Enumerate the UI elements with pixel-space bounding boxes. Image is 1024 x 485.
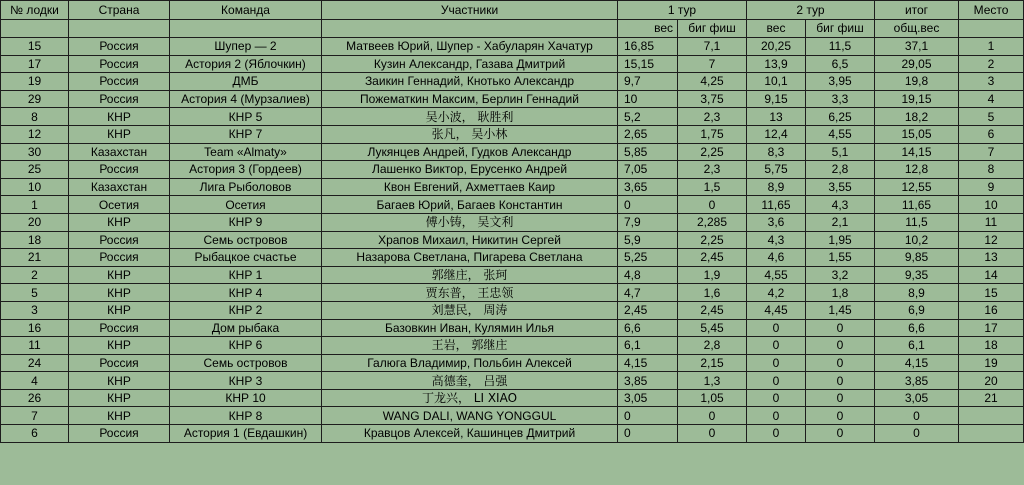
cell-w1: 0 (618, 196, 678, 214)
cell-place: 8 (959, 161, 1024, 179)
cell-w1: 5,85 (618, 143, 678, 161)
cell-b2: 2,1 (806, 213, 875, 231)
cell-w1: 7,05 (618, 161, 678, 179)
cell-participants: Квон Евгений, Ахметтаев Каир (322, 178, 618, 196)
cell-place: 11 (959, 213, 1024, 231)
cell-participants: 郭继庄， 张珂 (322, 266, 618, 284)
subheader-bigfish-1: биг фиш (678, 19, 747, 38)
cell-b2: 4,55 (806, 125, 875, 143)
cell-b2: 0 (806, 319, 875, 337)
cell-place: 1 (959, 38, 1024, 56)
cell-total: 29,05 (875, 55, 959, 73)
cell-b1: 2,25 (678, 231, 747, 249)
header-place: Место (959, 1, 1024, 20)
cell-team: ДМБ (170, 73, 322, 91)
cell-w1: 5,25 (618, 249, 678, 267)
table-row (1, 266, 1024, 284)
cell-place: 13 (959, 249, 1024, 267)
cell-b2: 5,1 (806, 143, 875, 161)
header-tour1: 1 тур (618, 1, 747, 20)
cell-country: Россия (69, 249, 170, 267)
cell-place: 12 (959, 231, 1024, 249)
cell-participants: 吴小波， 耿胜利 (322, 108, 618, 126)
cell-b1: 2,3 (678, 108, 747, 126)
cell-country: КНР (69, 301, 170, 319)
cell-w1: 4,8 (618, 266, 678, 284)
table-row (1, 108, 1024, 126)
cell-team: КНР 4 (170, 284, 322, 302)
cell-participants: Матвеев Юрий, Шупер - Хабуларян Хачатур (322, 38, 618, 56)
cell-total: 6,6 (875, 319, 959, 337)
header-row (1, 1, 1024, 20)
table-row (1, 231, 1024, 249)
table-row (1, 196, 1024, 214)
cell-b1: 4,25 (678, 73, 747, 91)
cell-total: 3,05 (875, 389, 959, 407)
cell-country: Россия (69, 90, 170, 108)
cell-participants: 贾东普， 王忠领 (322, 284, 618, 302)
cell-boat: 6 (1, 425, 69, 443)
cell-country: Россия (69, 55, 170, 73)
cell-boat: 11 (1, 337, 69, 355)
cell-place: 18 (959, 337, 1024, 355)
cell-participants: Заикин Геннадий, Кнотько Александр (322, 73, 618, 91)
cell-team: КНР 6 (170, 337, 322, 355)
cell-total: 0 (875, 407, 959, 425)
cell-country: Казахстан (69, 178, 170, 196)
cell-w2: 4,45 (747, 301, 806, 319)
header-country: Страна (69, 1, 170, 20)
cell-participants: 丁龙兴， LI XIAO (322, 389, 618, 407)
cell-w1: 5,9 (618, 231, 678, 249)
cell-w1: 0 (618, 407, 678, 425)
cell-boat: 5 (1, 284, 69, 302)
cell-total: 6,9 (875, 301, 959, 319)
cell-team: КНР 7 (170, 125, 322, 143)
cell-w2: 0 (747, 407, 806, 425)
cell-country: Россия (69, 73, 170, 91)
subheader-weight-1: вес (618, 19, 678, 38)
cell-w2: 0 (747, 337, 806, 355)
cell-total: 11,65 (875, 196, 959, 214)
table-row (1, 319, 1024, 337)
cell-w2: 0 (747, 372, 806, 390)
cell-boat: 26 (1, 389, 69, 407)
cell-w2: 0 (747, 425, 806, 443)
cell-b1: 2,8 (678, 337, 747, 355)
cell-b2: 2,8 (806, 161, 875, 179)
table-row (1, 38, 1024, 56)
cell-team: Шупер — 2 (170, 38, 322, 56)
cell-country: КНР (69, 407, 170, 425)
cell-boat: 24 (1, 354, 69, 372)
cell-place: 2 (959, 55, 1024, 73)
cell-participants: Кравцов Алексей, Кашинцев Дмитрий (322, 425, 618, 443)
cell-w1: 9,7 (618, 73, 678, 91)
cell-b1: 3,75 (678, 90, 747, 108)
cell-participants: WANG DALI, WANG YONGGUL (322, 407, 618, 425)
cell-team: КНР 3 (170, 372, 322, 390)
cell-team: Астория 2 (Яблочкин) (170, 55, 322, 73)
cell-country: Казахстан (69, 143, 170, 161)
cell-b2: 11,5 (806, 38, 875, 56)
cell-b1: 0 (678, 425, 747, 443)
table-row (1, 213, 1024, 231)
cell-team: Дом рыбака (170, 319, 322, 337)
cell-team: Лига Рыболовов (170, 178, 322, 196)
cell-w1: 3,05 (618, 389, 678, 407)
cell-b2: 1,8 (806, 284, 875, 302)
cell-b1: 7 (678, 55, 747, 73)
cell-country: КНР (69, 125, 170, 143)
cell-team: КНР 10 (170, 389, 322, 407)
cell-place: 19 (959, 354, 1024, 372)
cell-participants: Лашенко Виктор, Ерусенко Андрей (322, 161, 618, 179)
cell-w2: 9,15 (747, 90, 806, 108)
cell-b2: 0 (806, 372, 875, 390)
cell-total: 37,1 (875, 38, 959, 56)
cell-place: 7 (959, 143, 1024, 161)
cell-b1: 2,285 (678, 213, 747, 231)
cell-boat: 7 (1, 407, 69, 425)
table-row (1, 249, 1024, 267)
cell-place: 5 (959, 108, 1024, 126)
cell-participants: Храпов Михаил, Никитин Сергей (322, 231, 618, 249)
cell-place: 4 (959, 90, 1024, 108)
cell-participants: 张凡， 吴小林 (322, 125, 618, 143)
cell-w1: 3,85 (618, 372, 678, 390)
cell-w1: 6,6 (618, 319, 678, 337)
cell-b2: 0 (806, 407, 875, 425)
cell-w2: 3,6 (747, 213, 806, 231)
cell-w1: 2,45 (618, 301, 678, 319)
table-row (1, 407, 1024, 425)
cell-b1: 1,9 (678, 266, 747, 284)
subheader-weight-2: вес (747, 19, 806, 38)
subheader-row (1, 19, 1024, 38)
cell-w1: 2,65 (618, 125, 678, 143)
cell-total: 8,9 (875, 284, 959, 302)
cell-boat: 15 (1, 38, 69, 56)
cell-participants: Назарова Светлана, Пигарева Светлана (322, 249, 618, 267)
cell-w2: 20,25 (747, 38, 806, 56)
cell-boat: 25 (1, 161, 69, 179)
cell-b2: 3,3 (806, 90, 875, 108)
cell-team: КНР 8 (170, 407, 322, 425)
cell-b2: 0 (806, 354, 875, 372)
cell-w1: 3,65 (618, 178, 678, 196)
cell-b2: 6,25 (806, 108, 875, 126)
cell-total: 11,5 (875, 213, 959, 231)
cell-b2: 3,55 (806, 178, 875, 196)
cell-total: 4,15 (875, 354, 959, 372)
cell-place: 9 (959, 178, 1024, 196)
table-row (1, 389, 1024, 407)
cell-place: 3 (959, 73, 1024, 91)
cell-b2: 1,55 (806, 249, 875, 267)
cell-b1: 0 (678, 196, 747, 214)
header-boat: № лодки (1, 1, 69, 20)
cell-b1: 2,3 (678, 161, 747, 179)
cell-b1: 1,3 (678, 372, 747, 390)
cell-b1: 2,25 (678, 143, 747, 161)
cell-country: КНР (69, 108, 170, 126)
cell-w2: 8,9 (747, 178, 806, 196)
cell-b2: 0 (806, 389, 875, 407)
table-row (1, 372, 1024, 390)
table-row (1, 425, 1024, 443)
table-row (1, 301, 1024, 319)
cell-participants: 傅小铸， 吴文利 (322, 213, 618, 231)
table-row (1, 55, 1024, 73)
cell-country: Россия (69, 38, 170, 56)
cell-boat: 29 (1, 90, 69, 108)
subheader-bigfish-2: биг фиш (806, 19, 875, 38)
cell-place: 17 (959, 319, 1024, 337)
cell-b1: 1,5 (678, 178, 747, 196)
cell-w1: 4,7 (618, 284, 678, 302)
header-total: итог (875, 1, 959, 20)
cell-b1: 1,05 (678, 389, 747, 407)
cell-participants: 高德奎， 吕强 (322, 372, 618, 390)
table-row (1, 125, 1024, 143)
cell-b1: 7,1 (678, 38, 747, 56)
cell-w2: 0 (747, 319, 806, 337)
cell-w1: 0 (618, 425, 678, 443)
cell-boat: 8 (1, 108, 69, 126)
cell-w2: 4,6 (747, 249, 806, 267)
cell-place: 6 (959, 125, 1024, 143)
cell-place: 15 (959, 284, 1024, 302)
cell-team: КНР 1 (170, 266, 322, 284)
cell-total: 19,15 (875, 90, 959, 108)
cell-b1: 2,45 (678, 301, 747, 319)
cell-w1: 16,85 (618, 38, 678, 56)
cell-total: 3,85 (875, 372, 959, 390)
cell-place: 14 (959, 266, 1024, 284)
cell-country: Россия (69, 161, 170, 179)
cell-participants: Пожематкин Максим, Берлин Геннадий (322, 90, 618, 108)
cell-w2: 8,3 (747, 143, 806, 161)
cell-country: КНР (69, 213, 170, 231)
cell-place: 21 (959, 389, 1024, 407)
cell-place (959, 425, 1024, 443)
cell-w2: 12,4 (747, 125, 806, 143)
cell-team: КНР 9 (170, 213, 322, 231)
table-row (1, 178, 1024, 196)
cell-b2: 0 (806, 337, 875, 355)
cell-boat: 18 (1, 231, 69, 249)
cell-total: 12,55 (875, 178, 959, 196)
table-row (1, 284, 1024, 302)
cell-total: 14,15 (875, 143, 959, 161)
cell-place: 10 (959, 196, 1024, 214)
cell-participants: Лукянцев Андрей, Гудков Александр (322, 143, 618, 161)
cell-participants: 王岩， 郭继庄 (322, 337, 618, 355)
cell-total: 0 (875, 425, 959, 443)
cell-boat: 30 (1, 143, 69, 161)
header-participants: Участники (322, 1, 618, 20)
cell-b2: 1,45 (806, 301, 875, 319)
cell-country: КНР (69, 337, 170, 355)
cell-participants: Багаев Юрий, Багаев Константин (322, 196, 618, 214)
cell-country: Россия (69, 354, 170, 372)
cell-w1: 6,1 (618, 337, 678, 355)
cell-b2: 0 (806, 425, 875, 443)
cell-team: Осетия (170, 196, 322, 214)
cell-w2: 4,2 (747, 284, 806, 302)
cell-country: Россия (69, 425, 170, 443)
cell-boat: 20 (1, 213, 69, 231)
cell-place: 20 (959, 372, 1024, 390)
cell-w1: 4,15 (618, 354, 678, 372)
cell-total: 9,35 (875, 266, 959, 284)
cell-boat: 19 (1, 73, 69, 91)
cell-participants: Базовкин Иван, Кулямин Илья (322, 319, 618, 337)
cell-boat: 10 (1, 178, 69, 196)
cell-country: Россия (69, 231, 170, 249)
cell-country: КНР (69, 372, 170, 390)
cell-place (959, 407, 1024, 425)
cell-b2: 3,2 (806, 266, 875, 284)
cell-b1: 5,45 (678, 319, 747, 337)
table-row (1, 90, 1024, 108)
table-row (1, 161, 1024, 179)
cell-boat: 21 (1, 249, 69, 267)
cell-total: 19,8 (875, 73, 959, 91)
cell-team: Team «Almaty» (170, 143, 322, 161)
cell-place: 16 (959, 301, 1024, 319)
cell-participants: 刘慧民， 周涛 (322, 301, 618, 319)
cell-total: 15,05 (875, 125, 959, 143)
cell-w2: 4,3 (747, 231, 806, 249)
cell-w2: 10,1 (747, 73, 806, 91)
cell-team: Рыбацкое счастье (170, 249, 322, 267)
header-team: Команда (170, 1, 322, 20)
cell-total: 10,2 (875, 231, 959, 249)
cell-participants: Кузин Александр, Газава Дмитрий (322, 55, 618, 73)
cell-country: КНР (69, 389, 170, 407)
cell-country: Осетия (69, 196, 170, 214)
cell-b1: 1,75 (678, 125, 747, 143)
cell-w2: 13 (747, 108, 806, 126)
cell-team: Астория 1 (Евдашкин) (170, 425, 322, 443)
cell-w2: 11,65 (747, 196, 806, 214)
cell-b1: 0 (678, 407, 747, 425)
table-row (1, 354, 1024, 372)
cell-total: 18,2 (875, 108, 959, 126)
cell-w2: 13,9 (747, 55, 806, 73)
cell-w1: 5,2 (618, 108, 678, 126)
cell-total: 6,1 (875, 337, 959, 355)
cell-country: КНР (69, 266, 170, 284)
cell-total: 12,8 (875, 161, 959, 179)
cell-team: КНР 5 (170, 108, 322, 126)
cell-team: Астория 3 (Гордеев) (170, 161, 322, 179)
table-row (1, 73, 1024, 91)
cell-country: КНР (69, 284, 170, 302)
cell-country: Россия (69, 319, 170, 337)
cell-w1: 10 (618, 90, 678, 108)
cell-team: Семь островов (170, 231, 322, 249)
cell-w2: 0 (747, 389, 806, 407)
cell-w2: 4,55 (747, 266, 806, 284)
cell-boat: 12 (1, 125, 69, 143)
cell-b2: 4,3 (806, 196, 875, 214)
cell-b2: 6,5 (806, 55, 875, 73)
cell-boat: 1 (1, 196, 69, 214)
cell-w1: 15,15 (618, 55, 678, 73)
cell-boat: 3 (1, 301, 69, 319)
cell-team: Семь островов (170, 354, 322, 372)
cell-b1: 2,15 (678, 354, 747, 372)
cell-total: 9,85 (875, 249, 959, 267)
cell-participants: Галюга Владимир, Польбин Алексей (322, 354, 618, 372)
cell-team: Астория 4 (Мурзалиев) (170, 90, 322, 108)
cell-boat: 16 (1, 319, 69, 337)
cell-w1: 7,9 (618, 213, 678, 231)
cell-b2: 3,95 (806, 73, 875, 91)
cell-b1: 1,6 (678, 284, 747, 302)
table-row (1, 143, 1024, 161)
cell-boat: 4 (1, 372, 69, 390)
cell-w2: 5,75 (747, 161, 806, 179)
cell-team: КНР 2 (170, 301, 322, 319)
cell-b1: 2,45 (678, 249, 747, 267)
table-row (1, 337, 1024, 355)
cell-boat: 17 (1, 55, 69, 73)
cell-boat: 2 (1, 266, 69, 284)
subheader-total-weight: общ.вес (875, 19, 959, 38)
cell-w2: 0 (747, 354, 806, 372)
cell-b2: 1,95 (806, 231, 875, 249)
header-tour2: 2 тур (747, 1, 875, 20)
